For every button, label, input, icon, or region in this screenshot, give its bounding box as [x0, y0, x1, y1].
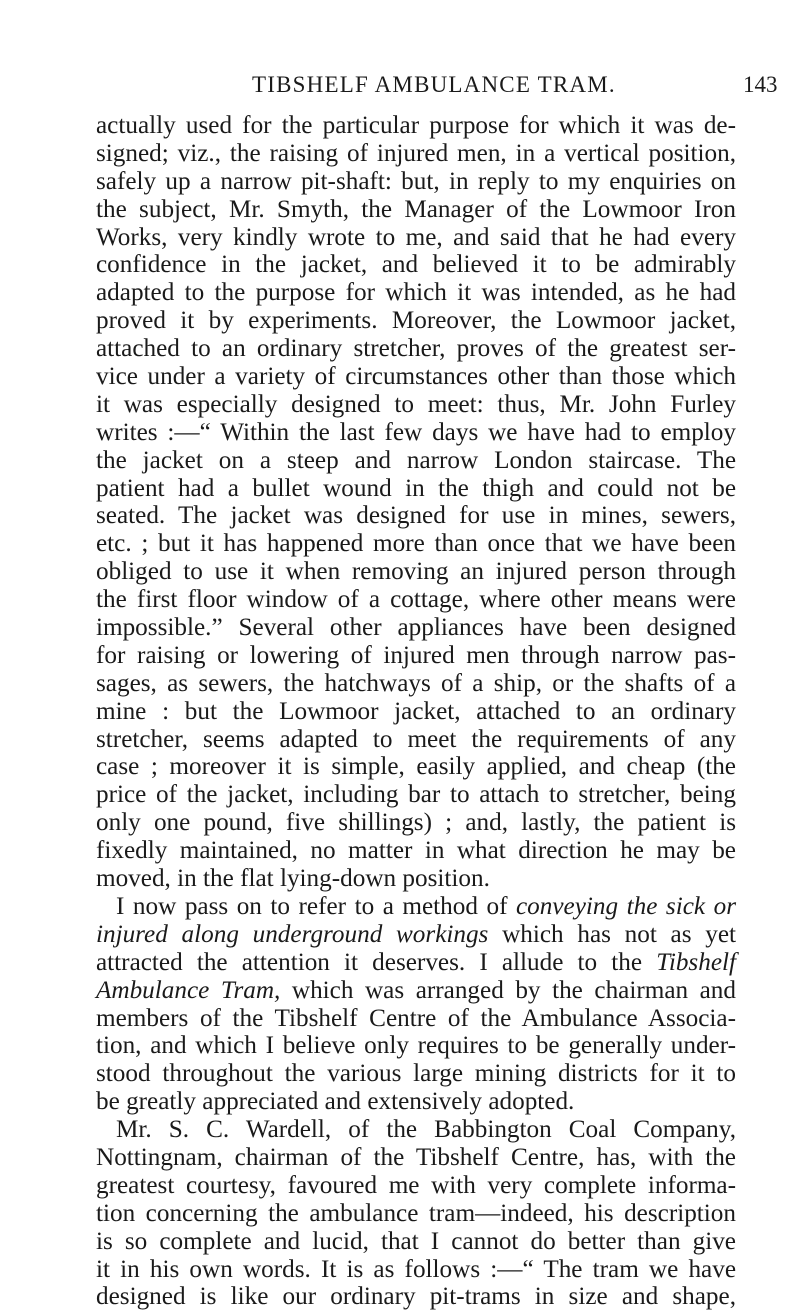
text-line: signed; viz., the raising of injured men, in a vertical position,	[96, 139, 736, 167]
text-line: I now pass on to refer to a method of conveying the sick or	[116, 892, 736, 920]
text-line: the subject, Mr. Smyth, the Manager of the Lowmoor Iron	[96, 195, 736, 223]
page-number: 143	[743, 72, 778, 97]
text-line: be greatly appreciated and extensively adopted.	[96, 1088, 575, 1116]
text-line: stood throughout the various large mining districts for it to	[96, 1060, 736, 1088]
body-text	[96, 112, 736, 1311]
text-line: for raising or lowering of injured men through narrow pas-	[96, 641, 736, 669]
text-line: designed is like our ordinary pit-trams in size and shape,	[96, 1283, 736, 1311]
text-line: only one pound, five shillings) ; and, lastly, the patient is	[96, 809, 736, 837]
text-line: obliged to use it when removing an injured person through	[96, 558, 736, 586]
text-line: the jacket on a steep and narrow London staircase. The	[96, 446, 736, 474]
running-title: TIBSHELF AMBULANCE TRAM.	[252, 72, 616, 97]
text-line: it in his own words. It is as follows :—“ The tram we have	[96, 1255, 736, 1283]
text-line: patient had a bullet wound in the thigh and could not be	[96, 474, 736, 502]
text-line: members of the Tibshelf Centre of the Ambulance Associa-	[96, 1004, 736, 1032]
text-line: proved it by experiments. Moreover, the Lowmoor jacket,	[96, 307, 736, 335]
text-line: sages, as sewers, the hatchways of a ship, or the shafts of a	[96, 669, 736, 697]
text-line: it was especially designed to meet: thus, Mr. John Furley	[96, 390, 736, 418]
text-line: injured along underground workings which has not as yet	[96, 920, 737, 948]
text-line: is so complete and lucid, that I cannot do better than give	[96, 1227, 736, 1255]
text-line: case ; moreover it is simple, easily applied, and cheap (the	[96, 753, 736, 781]
text-line: moved, in the flat lying-down position.	[96, 865, 490, 893]
text-line: writes :—“ Within the last few days we have had to employ	[96, 418, 736, 446]
text-line: attracted the attention it deserves. I allude to the Tibshelf	[96, 948, 736, 976]
text-line: Works, very kindly wrote to me, and said that he had every	[96, 223, 736, 251]
text-line: attached to an ordinary stretcher, proves of the greatest ser-	[96, 335, 736, 363]
text-line: Nottingnam, chairman of the Tibshelf Centre, has, with the	[96, 1143, 736, 1171]
text-line: Mr. S. C. Wardell, of the Babbington Coal Company,	[116, 1116, 736, 1144]
text-line: tion, and which I believe only requires to be generally under-	[96, 1032, 736, 1060]
text-line: fixedly maintained, no matter in what direction he may be	[96, 837, 736, 865]
text-line: confidence in the jacket, and believed it to be admirably	[96, 251, 736, 279]
text-line: etc. ; but it has happened more than once that we have been	[96, 530, 736, 558]
text-line: adapted to the purpose for which it was intended, as he had	[96, 279, 736, 307]
text-line: stretcher, seems adapted to meet the requirements of any	[96, 725, 736, 753]
text-line: price of the jacket, including bar to attach to stretcher, being	[96, 781, 736, 809]
text-line: impossible.” Several other appliances have been designed	[96, 614, 736, 642]
text-line: tion concerning the ambulance tram—indeed, his description	[96, 1199, 736, 1227]
text-line: safely up a narrow pit-shaft: but, in reply to my enquiries on	[96, 167, 736, 195]
text-line: vice under a variety of circumstances other than those which	[96, 363, 736, 391]
text-line: mine : but the Lowmoor jacket, attached to an ordinary	[96, 697, 736, 725]
text-line: Ambulance Tram, which was arranged by the chairman and	[96, 976, 736, 1004]
text-line: seated. The jacket was designed for use in mines, sewers,	[96, 502, 736, 530]
text-line: greatest courtesy, favoured me with very complete informa-	[96, 1171, 736, 1199]
text-line: the first floor window of a cottage, where other means were	[96, 586, 736, 614]
text-line: actually used for the particular purpose for which it was de-	[96, 112, 736, 139]
running-head	[0, 72, 800, 102]
